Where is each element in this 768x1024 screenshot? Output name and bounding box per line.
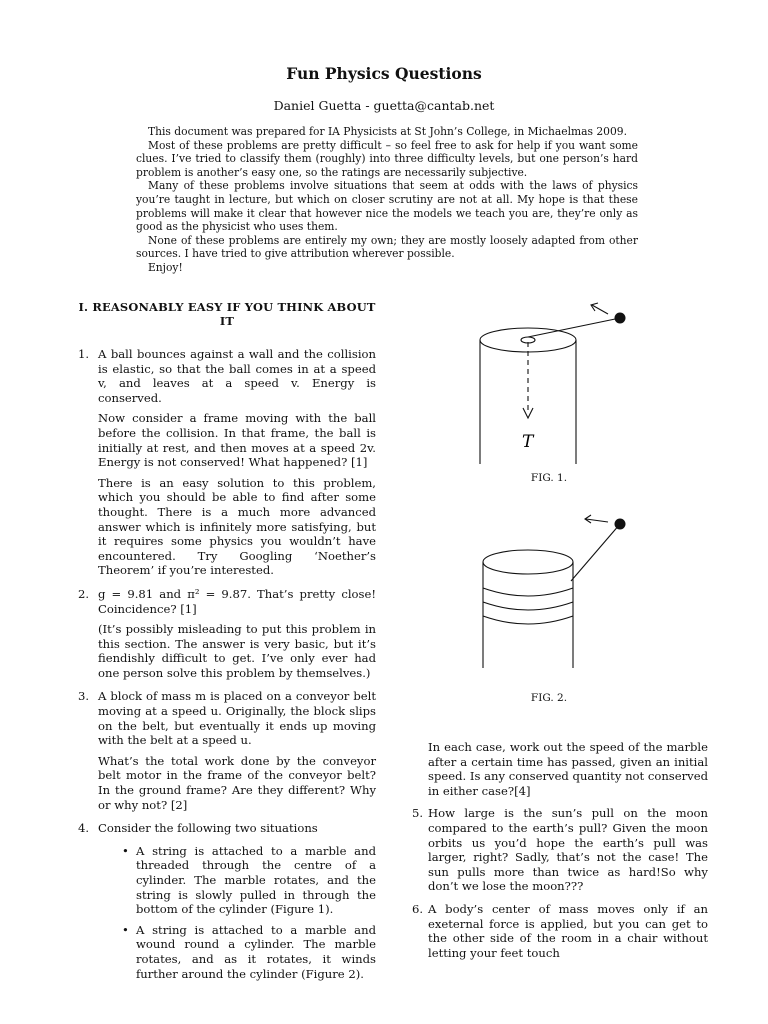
problem-paragraph: There is an easy solution to this problem, which you should be able to find after some thought. There is a much more advanced answer which is infinitely more satisfying, but it requires some physics you wouldn’t have encountered. Try Googling ‘Noether’s Theorem’ if you’re interested. bbox=[98, 475, 376, 578]
abstract-paragraph: Enjoy! bbox=[148, 260, 183, 274]
abstract-paragraph: This document was prepared for IA Physicists at St John’s College, in Michaelmas 2009. bbox=[148, 125, 627, 138]
right-column bbox=[412, 740, 708, 968]
problem-list-right bbox=[412, 806, 708, 960]
problem-number: 2. bbox=[78, 586, 90, 601]
problem-item bbox=[78, 587, 376, 681]
figure-2-caption: FIG. 2. bbox=[530, 692, 568, 704]
problem-item bbox=[412, 902, 708, 960]
figure-1-label: T bbox=[522, 432, 534, 452]
paper-title: Fun Physics Questions bbox=[286, 64, 482, 83]
left-column bbox=[78, 300, 376, 990]
problem-item bbox=[78, 347, 376, 578]
abstract-paragraph: None of these problems are entirely my own; they are mostly loosely adapted from other sources. I have tried to give attribution wherever possible. bbox=[136, 233, 638, 261]
problem-list bbox=[78, 347, 376, 981]
bullet-icon: • bbox=[122, 922, 129, 937]
section-heading: I. REASONABLY EASY IF YOU THINK ABOUT IT bbox=[78, 300, 376, 328]
problem-item bbox=[412, 806, 708, 894]
figure-1-diagram bbox=[470, 296, 640, 466]
situation-item bbox=[116, 844, 376, 917]
problem-number: 1. bbox=[78, 347, 90, 361]
situation-list bbox=[98, 844, 376, 981]
problem-paragraph: Now consider a frame moving with the ball before the collision. In that frame, the ball is initially at rest, and then moves at a speed 2v. Energy is not conserved! What happened? [1] bbox=[98, 411, 376, 470]
author-line: Daniel Guetta - guetta@cantab.net bbox=[273, 98, 495, 113]
problem-number: 4. bbox=[78, 821, 90, 836]
abstract-paragraph: Most of these problems are pretty difficult – so feel free to ask for help if you want some clues. I’ve tried to classify them (roughly) into three difficulty levels, but one person’s hard problem is another’s easy one, so the ratings are necessarily subjective. bbox=[136, 138, 638, 179]
abstract-paragraph: Many of these problems involve situations that seem at odds with the laws of physics you’re taught in lecture, but which on closer scrutiny are not at all. My hope is that these problems will make it clear that however nice the models we teach you are, they’re only as good as the physicist who uses them. bbox=[136, 179, 638, 234]
problem-number: 5. bbox=[412, 806, 424, 821]
problem-item bbox=[78, 821, 376, 981]
problem-continuation: In each case, work out the speed of the marble after a certain time has passed, given an initial speed. Is any conserved quantity not conserved in either case?[4] bbox=[428, 740, 708, 798]
situation-text: A string is attached to a marble and wound round a cylinder. The marble rotates, and as it rotates, it winds further around the cylinder (Figure 2). bbox=[136, 922, 376, 981]
figure-1-caption: FIG. 1. bbox=[530, 472, 568, 484]
problem-paragraph: What’s the total work done by the conveyor belt motor in the frame of the conveyor belt? In the ground frame? Are they different? Why or why not? [2] bbox=[98, 753, 376, 812]
problem-number: 3. bbox=[78, 689, 90, 704]
figure-2-diagram bbox=[470, 508, 640, 678]
problem-item bbox=[78, 689, 376, 812]
problem-number: 6. bbox=[412, 901, 424, 916]
abstract bbox=[136, 125, 638, 275]
problem-paragraph: A ball bounces against a wall and the collision is elastic, so that the ball comes in at a speed v, and leaves at a speed v. Energy is conserved. bbox=[98, 347, 376, 405]
situation-item bbox=[116, 923, 376, 981]
problem-paragraph: Consider the following two situations bbox=[98, 821, 318, 836]
problem-paragraph: g = 9.81 and π² = 9.87. That’s pretty close! Coincidence? [1] bbox=[98, 586, 376, 616]
problem-paragraph: A block of mass m is placed on a conveyor belt moving at a speed u. Originally, the block slips on the belt, but eventually it ends up moving with the belt at a speed u. bbox=[98, 689, 376, 748]
problem-text: How large is the sun’s pull on the moon compared to the earth’s pull? Given the moon orbits us you’d hope the earth’s pull was larger, right? Sadly, that’s not the case! The sun pulls more than twice as hard!So why don’t we lose the moon??? bbox=[428, 806, 708, 894]
situation-text: A string is attached to a marble and threaded through the centre of a cylinder. The marble rotates, and the string is slowly pulled in through the bottom of the cylinder (Figure 1). bbox=[136, 843, 376, 917]
problem-text: A body’s center of mass moves only if an exeternal force is applied, but you can get to the other side of the room in a chair without letting your feet touch bbox=[428, 901, 708, 960]
bullet-icon: • bbox=[122, 843, 129, 858]
problem-paragraph: (It’s possibly misleading to put this problem in this section. The answer is very basic, but it’s fiendishly difficult to get. I’ve only ever had one person solve this problem by themselves.) bbox=[98, 622, 376, 680]
